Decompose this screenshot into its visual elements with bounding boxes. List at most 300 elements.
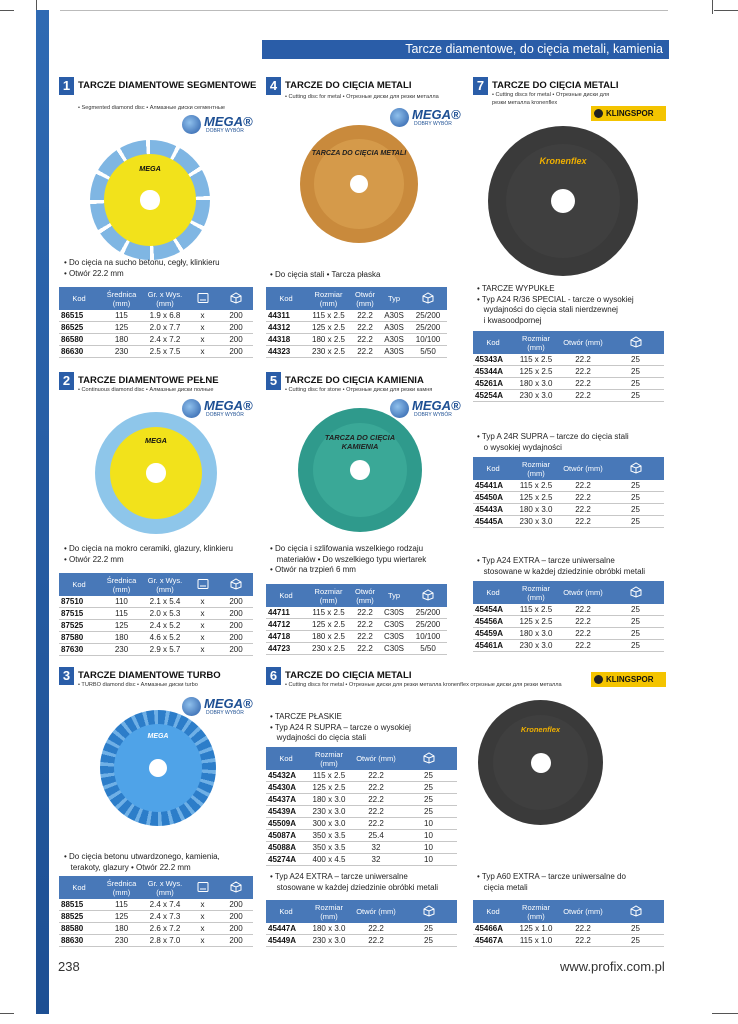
table-cell: 200 <box>219 334 253 346</box>
page-header-title: Tarcze diamentowe, do cięcia metali, kamienia <box>262 40 669 59</box>
table-row <box>266 619 447 631</box>
mega-logo-mark <box>182 697 201 716</box>
table-cell: 180 x 3.0 <box>306 923 352 935</box>
table-row <box>473 390 664 402</box>
section-subtitle: • Continuous diamond disc • Алмазные диски полные <box>78 387 214 393</box>
table-cell: 200 <box>219 608 253 620</box>
table-cell: 115 x 2.5 <box>306 310 351 322</box>
table-header-cell: Rozmiar (mm) <box>306 287 351 310</box>
table-cell: 200 <box>219 322 253 334</box>
table-header-cell: Rozmiar (mm) <box>306 747 352 770</box>
feature-line: stosowane w każdej dziedzinie obróbki metali <box>477 566 646 576</box>
table-row <box>266 322 447 334</box>
section-title: TARCZE DO CIĘCIA KAMIENIA <box>285 375 424 386</box>
table-cell: 200 <box>219 935 253 947</box>
table-header-row <box>473 331 664 354</box>
product-code: 88580 <box>59 923 99 935</box>
table-cell: 125 x 2.5 <box>306 619 351 631</box>
table-header-cell: Kod <box>266 287 306 310</box>
disc-hole <box>140 190 159 209</box>
product-code: 88525 <box>59 911 99 923</box>
table-cell: 350 x 3.5 <box>306 830 352 842</box>
feature-list <box>64 258 220 279</box>
table-cell: 22.2 <box>559 390 607 402</box>
table-header-cell: Otwór (mm) <box>352 747 400 770</box>
crop-mark <box>0 10 14 11</box>
table-row <box>473 640 664 652</box>
table-header-row <box>59 876 253 899</box>
mega-logo-text: MEGA® <box>204 114 253 129</box>
crop-mark <box>36 0 37 10</box>
table-cell: 115 x 2.5 <box>513 604 559 616</box>
table-cell: 22.2 <box>559 935 607 947</box>
mega-logo <box>182 399 252 419</box>
table-row <box>473 504 664 516</box>
mega-logo-tagline: DOBRY WYBÓR <box>414 121 452 127</box>
product-code: 45466A <box>473 923 513 935</box>
table-cell: 22.2 <box>559 640 607 652</box>
mega-logo-text: MEGA® <box>204 398 253 413</box>
box-icon <box>229 578 243 592</box>
product-code: 45459A <box>473 628 513 640</box>
product-code: 87515 <box>59 608 99 620</box>
product-code: 45254A <box>473 390 513 402</box>
feature-line: • Typ A24 R/36 SPECIAL - tarcze o wysokiej <box>477 294 634 304</box>
klingspor-logo-mark <box>594 109 603 118</box>
table-header-cell: Średnica (mm) <box>99 876 144 899</box>
table-cell: 125 x 2.5 <box>306 782 352 794</box>
table-cell: 25/200 <box>409 310 447 322</box>
table-cell: 2.4 x 7.3 <box>144 911 186 923</box>
table-cell: 115 <box>99 899 144 911</box>
table-header-cell: Gr. x Wys. (mm) <box>144 573 186 596</box>
table-cell: 22.2 <box>559 923 607 935</box>
table-row <box>473 935 664 947</box>
product-code: 44712 <box>266 619 306 631</box>
table-cell: x <box>186 322 219 334</box>
product-table <box>473 457 664 528</box>
product-code: 44318 <box>266 334 306 346</box>
table-cell: 200 <box>219 644 253 656</box>
table-header-cell <box>186 573 219 596</box>
table-cell: 25 <box>607 378 664 390</box>
table-cell: 25 <box>607 390 664 402</box>
table-cell: 22.2 <box>559 628 607 640</box>
table-cell: 25 <box>607 923 664 935</box>
feature-line: • Typ A 24R SUPRA – tarcze do cięcia stali <box>477 432 629 441</box>
disc-hole <box>146 463 166 483</box>
product-code: 45343A <box>473 354 513 366</box>
product-table <box>473 900 664 947</box>
table-cell: 115 x 2.5 <box>306 607 351 619</box>
table-header-cell: Otwór (mm) <box>351 287 379 310</box>
table-cell: 125 x 1.0 <box>513 923 559 935</box>
product-code: 44311 <box>266 310 306 322</box>
disc-hole <box>551 189 575 213</box>
table-cell: 22.2 <box>352 806 400 818</box>
section-title: TARCZE DIAMENTOWE PEŁNE <box>78 375 219 386</box>
table-cell: x <box>186 620 219 632</box>
feature-line: stosowane w każdej dziedzinie obróbki metali <box>270 882 439 892</box>
feature-list <box>477 432 629 453</box>
table-cell: 400 x 4.5 <box>306 854 352 866</box>
product-code: 45274A <box>266 854 306 866</box>
product-disc-image <box>300 125 418 243</box>
table-cell: 125 x 2.5 <box>513 616 559 628</box>
table-header-cell: Kod <box>59 573 99 596</box>
product-code: 86525 <box>59 322 99 334</box>
table-header-cell: Otwór (mm) <box>352 900 400 923</box>
table-cell: 25 <box>607 640 664 652</box>
product-code: 44312 <box>266 322 306 334</box>
table-cell: 22.2 <box>351 631 379 643</box>
top-rule <box>60 10 668 11</box>
crop-mark <box>714 10 738 11</box>
section-subtitle: • TURBO diamond disc • Алмазные диски turbo <box>78 682 198 688</box>
table-cell: 10/100 <box>409 334 447 346</box>
product-disc-image <box>298 408 422 532</box>
table-cell: 180 <box>99 923 144 935</box>
table-cell: 25/200 <box>409 619 447 631</box>
table-cell: 230 x 2.5 <box>306 346 351 358</box>
table-header-row <box>473 457 664 480</box>
table-header-cell: Kod <box>473 331 513 354</box>
mega-logo-tagline: DOBRY WYBÓR <box>414 412 452 418</box>
table-row <box>266 310 447 322</box>
product-code: 45439A <box>266 806 306 818</box>
table-cell: 22.2 <box>559 616 607 628</box>
table-row <box>266 346 447 358</box>
table-row <box>266 770 457 782</box>
table-header-row <box>266 747 457 770</box>
table-row <box>266 643 447 655</box>
table-cell: 22.2 <box>559 366 607 378</box>
table-row <box>59 632 253 644</box>
product-code: 44718 <box>266 631 306 643</box>
table-header-row <box>473 581 664 604</box>
product-code: 86515 <box>59 310 99 322</box>
table-cell: 25/200 <box>409 607 447 619</box>
table-cell: 25 <box>607 492 664 504</box>
feature-list <box>270 712 411 744</box>
table-cell: 25 <box>607 628 664 640</box>
table-header-cell <box>409 287 447 310</box>
section-header-1 <box>59 77 259 99</box>
table-cell: A30S <box>379 334 409 346</box>
product-code: 87510 <box>59 596 99 608</box>
table-row <box>473 480 664 492</box>
feature-line: materiałów • Do wszelkiego typu wiertarek <box>270 554 427 564</box>
mega-logo-text: MEGA® <box>412 398 461 413</box>
section-subtitle: • Segmented diamond disc • Алмазные диски сегментные <box>78 105 226 111</box>
table-header-cell: Kod <box>266 584 306 607</box>
product-code: 45445A <box>473 516 513 528</box>
table-cell: 200 <box>219 923 253 935</box>
table-row <box>473 354 664 366</box>
table-row <box>266 334 447 346</box>
product-code: 45430A <box>266 782 306 794</box>
mega-logo-mark <box>182 115 201 134</box>
mega-logo <box>390 108 460 128</box>
product-table <box>266 287 447 358</box>
table-cell: 10 <box>400 842 457 854</box>
table-header-cell <box>186 287 219 310</box>
feature-line: • Do cięcia stali • Tarcza płaska <box>270 270 381 279</box>
table-cell: 180 <box>99 334 144 346</box>
table-cell: 200 <box>219 899 253 911</box>
table-cell: x <box>186 644 219 656</box>
table-cell: 2.0 x 5.3 <box>144 608 186 620</box>
feature-line: o wysokiej wydajności <box>477 442 562 452</box>
table-cell: 22.2 <box>351 334 379 346</box>
box-icon <box>629 905 643 919</box>
table-cell: 22.2 <box>351 322 379 334</box>
table-cell: 22.2 <box>559 504 607 516</box>
table-cell: 25 <box>400 782 457 794</box>
footer-url[interactable]: www.profix.com.pl <box>560 959 665 974</box>
feature-line: i kwasoodpornej <box>477 315 542 325</box>
table-cell: 5/50 <box>409 643 447 655</box>
table-cell: x <box>186 346 219 358</box>
product-table <box>473 331 664 402</box>
section-title: TARCZE DO CIĘCIA METALI <box>285 80 412 91</box>
table-row <box>266 923 457 935</box>
table-cell: 125 <box>99 911 144 923</box>
table-row <box>266 818 457 830</box>
product-code: 45450A <box>473 492 513 504</box>
table-header-cell: Typ <box>379 584 409 607</box>
table-header-cell: Kod <box>473 457 513 480</box>
table-row <box>266 782 457 794</box>
table-cell: 125 x 2.5 <box>306 322 351 334</box>
table-cell: 180 x 2.5 <box>306 631 351 643</box>
table-row <box>266 842 457 854</box>
section-subtitle: • Cutting disc for metal • Отрезные диски для резки металла <box>285 94 439 100</box>
section-number: 1 <box>59 77 74 95</box>
section-title: TARCZE DO CIĘCIA METALI <box>492 80 619 91</box>
product-code: 87630 <box>59 644 99 656</box>
table-cell: 115 <box>99 608 144 620</box>
table-header-cell <box>400 900 457 923</box>
table-cell: 22.2 <box>351 310 379 322</box>
section-number: 5 <box>266 372 281 390</box>
table-cell: 22.2 <box>352 923 400 935</box>
table-cell: 230 x 2.5 <box>306 643 351 655</box>
disc-brand-text: Kronenflex <box>520 725 561 734</box>
mega-logo-text: MEGA® <box>204 696 253 711</box>
mega-logo-tagline: DOBRY WYBÓR <box>206 412 244 418</box>
section-number: 2 <box>59 372 74 390</box>
table-row <box>59 608 253 620</box>
table-cell: 22.2 <box>559 480 607 492</box>
table-cell: 25.4 <box>352 830 400 842</box>
table-header-cell: Kod <box>473 581 513 604</box>
table-cell: 115 x 2.5 <box>306 770 352 782</box>
table-row <box>59 620 253 632</box>
disc-hole <box>531 753 551 773</box>
product-code: 45261A <box>473 378 513 390</box>
table-header-cell <box>219 287 253 310</box>
product-disc-image <box>488 126 638 276</box>
table-cell: x <box>186 310 219 322</box>
table-cell: 230 x 3.0 <box>513 640 559 652</box>
package-icon <box>196 578 210 592</box>
table-header-cell: Otwór (mm) <box>351 584 379 607</box>
table-cell: 2.0 x 7.7 <box>144 322 186 334</box>
table-header-cell <box>607 457 664 480</box>
table-header-row <box>59 287 253 310</box>
mega-logo <box>390 399 460 419</box>
feature-line: • Do cięcia na mokro ceramiki, glazury, klinkieru <box>64 544 233 553</box>
table-row <box>473 616 664 628</box>
table-header-cell: Kod <box>473 900 513 923</box>
table-cell: 25 <box>607 616 664 628</box>
product-code: 87580 <box>59 632 99 644</box>
product-code: 45344A <box>473 366 513 378</box>
product-table <box>59 573 253 656</box>
table-header-cell: Kod <box>266 900 306 923</box>
table-header-cell: Rozmiar (mm) <box>513 581 559 604</box>
table-header-cell <box>400 747 457 770</box>
table-cell: 22.2 <box>559 492 607 504</box>
table-header-row <box>59 573 253 596</box>
mega-logo-mark <box>182 399 201 418</box>
table-row <box>266 830 457 842</box>
table-cell: 115 x 1.0 <box>513 935 559 947</box>
table-row <box>59 322 253 334</box>
feature-list <box>270 544 426 576</box>
table-cell: 300 x 3.0 <box>306 818 352 830</box>
product-table <box>59 876 253 947</box>
box-icon <box>229 292 243 306</box>
table-header-row <box>266 584 447 607</box>
feature-line: • Otwór 22.2 mm <box>64 268 124 278</box>
table-cell: C30S <box>379 643 409 655</box>
table-cell: 2.6 x 7.2 <box>144 923 186 935</box>
table-cell: 2.9 x 5.7 <box>144 644 186 656</box>
product-code: 45088A <box>266 842 306 854</box>
section-title: TARCZE DIAMENTOWE TURBO <box>78 670 221 681</box>
table-row <box>59 935 253 947</box>
table-row <box>59 596 253 608</box>
product-code: 45443A <box>473 504 513 516</box>
klingspor-logo-text: KLINGSPOR <box>606 109 654 118</box>
table-cell: 2.4 x 7.4 <box>144 899 186 911</box>
table-header-cell <box>607 581 664 604</box>
feature-list <box>270 270 380 281</box>
product-disc-image <box>90 140 210 260</box>
table-cell: 22.2 <box>559 354 607 366</box>
product-code: 45467A <box>473 935 513 947</box>
table-cell: x <box>186 334 219 346</box>
table-cell: 230 x 3.0 <box>513 390 559 402</box>
product-disc-image <box>478 700 603 825</box>
table-cell: A30S <box>379 322 409 334</box>
section-number: 3 <box>59 667 74 685</box>
product-code: 87525 <box>59 620 99 632</box>
disc-brand-text: MEGA <box>139 164 161 173</box>
klingspor-logo-text: KLINGSPOR <box>606 675 654 684</box>
table-cell: 5/50 <box>409 346 447 358</box>
table-cell: 125 <box>99 322 144 334</box>
table-header-cell <box>219 573 253 596</box>
table-cell: 180 x 3.0 <box>513 378 559 390</box>
mega-logo <box>182 115 252 135</box>
table-cell: 10 <box>400 854 457 866</box>
section-number: 4 <box>266 77 281 95</box>
product-code: 86580 <box>59 334 99 346</box>
feature-line: wydajności do cięcia stali <box>270 733 367 742</box>
section-title: TARCZE DIAMENTOWE SEGMENTOWE <box>78 80 257 91</box>
table-cell: 1.9 x 6.8 <box>144 310 186 322</box>
package-icon <box>196 292 210 306</box>
mega-logo-text: MEGA® <box>412 107 461 122</box>
table-cell: 180 x 3.0 <box>513 504 559 516</box>
table-cell: 200 <box>219 911 253 923</box>
table-header-cell <box>186 876 219 899</box>
table-cell: 110 <box>99 596 144 608</box>
table-cell: 200 <box>219 620 253 632</box>
feature-line: • Otwór 22.2 mm <box>64 554 124 564</box>
disc-hole <box>350 460 370 480</box>
product-code: 45441A <box>473 480 513 492</box>
table-cell: 180 x 3.0 <box>306 794 352 806</box>
table-row <box>266 854 457 866</box>
table-cell: 22.2 <box>559 378 607 390</box>
product-table <box>266 900 457 947</box>
feature-line: • TARCZE PŁASKIE <box>270 712 342 721</box>
box-icon <box>629 586 643 600</box>
table-cell: 22.2 <box>352 818 400 830</box>
feature-line: • Do cięcia i szlifowania wszelkiego rodzaju <box>270 544 424 553</box>
table-cell: 115 <box>99 310 144 322</box>
table-cell: 22.2 <box>352 794 400 806</box>
feature-list <box>64 544 233 565</box>
section-subtitle: • Cutting discs for metal • Отрезные диски для резки металла kronenflex <box>492 92 610 106</box>
table-row <box>59 334 253 346</box>
table-cell: 22.2 <box>559 516 607 528</box>
table-cell: C30S <box>379 619 409 631</box>
disc-brand-text: MEGA <box>145 436 167 446</box>
table-cell: 200 <box>219 310 253 322</box>
disc-brand-text: Kronenflex <box>539 156 587 166</box>
product-code: 45432A <box>266 770 306 782</box>
table-cell: x <box>186 911 219 923</box>
table-row <box>266 935 457 947</box>
table-cell: 180 x 3.0 <box>513 628 559 640</box>
table-cell: 200 <box>219 632 253 644</box>
table-cell: x <box>186 923 219 935</box>
table-row <box>266 806 457 818</box>
table-cell: C30S <box>379 607 409 619</box>
product-code: 45461A <box>473 640 513 652</box>
table-header-cell: Gr. x Wys. (mm) <box>144 876 186 899</box>
page-number: 238 <box>58 959 80 974</box>
disc-brand-text: MEGA <box>147 733 169 741</box>
table-cell: x <box>186 632 219 644</box>
table-header-cell <box>409 584 447 607</box>
feature-line: • TARCZE WYPUKŁE <box>477 284 555 293</box>
product-code: 45509A <box>266 818 306 830</box>
product-code: 86630 <box>59 346 99 358</box>
table-row <box>266 607 447 619</box>
table-header-cell <box>607 900 664 923</box>
table-cell: 25 <box>400 923 457 935</box>
table-cell: 200 <box>219 346 253 358</box>
feature-line: • Do cięcia na sucho betonu, cegły, klinkieru <box>64 258 220 267</box>
table-cell: A30S <box>379 310 409 322</box>
product-code: 45456A <box>473 616 513 628</box>
